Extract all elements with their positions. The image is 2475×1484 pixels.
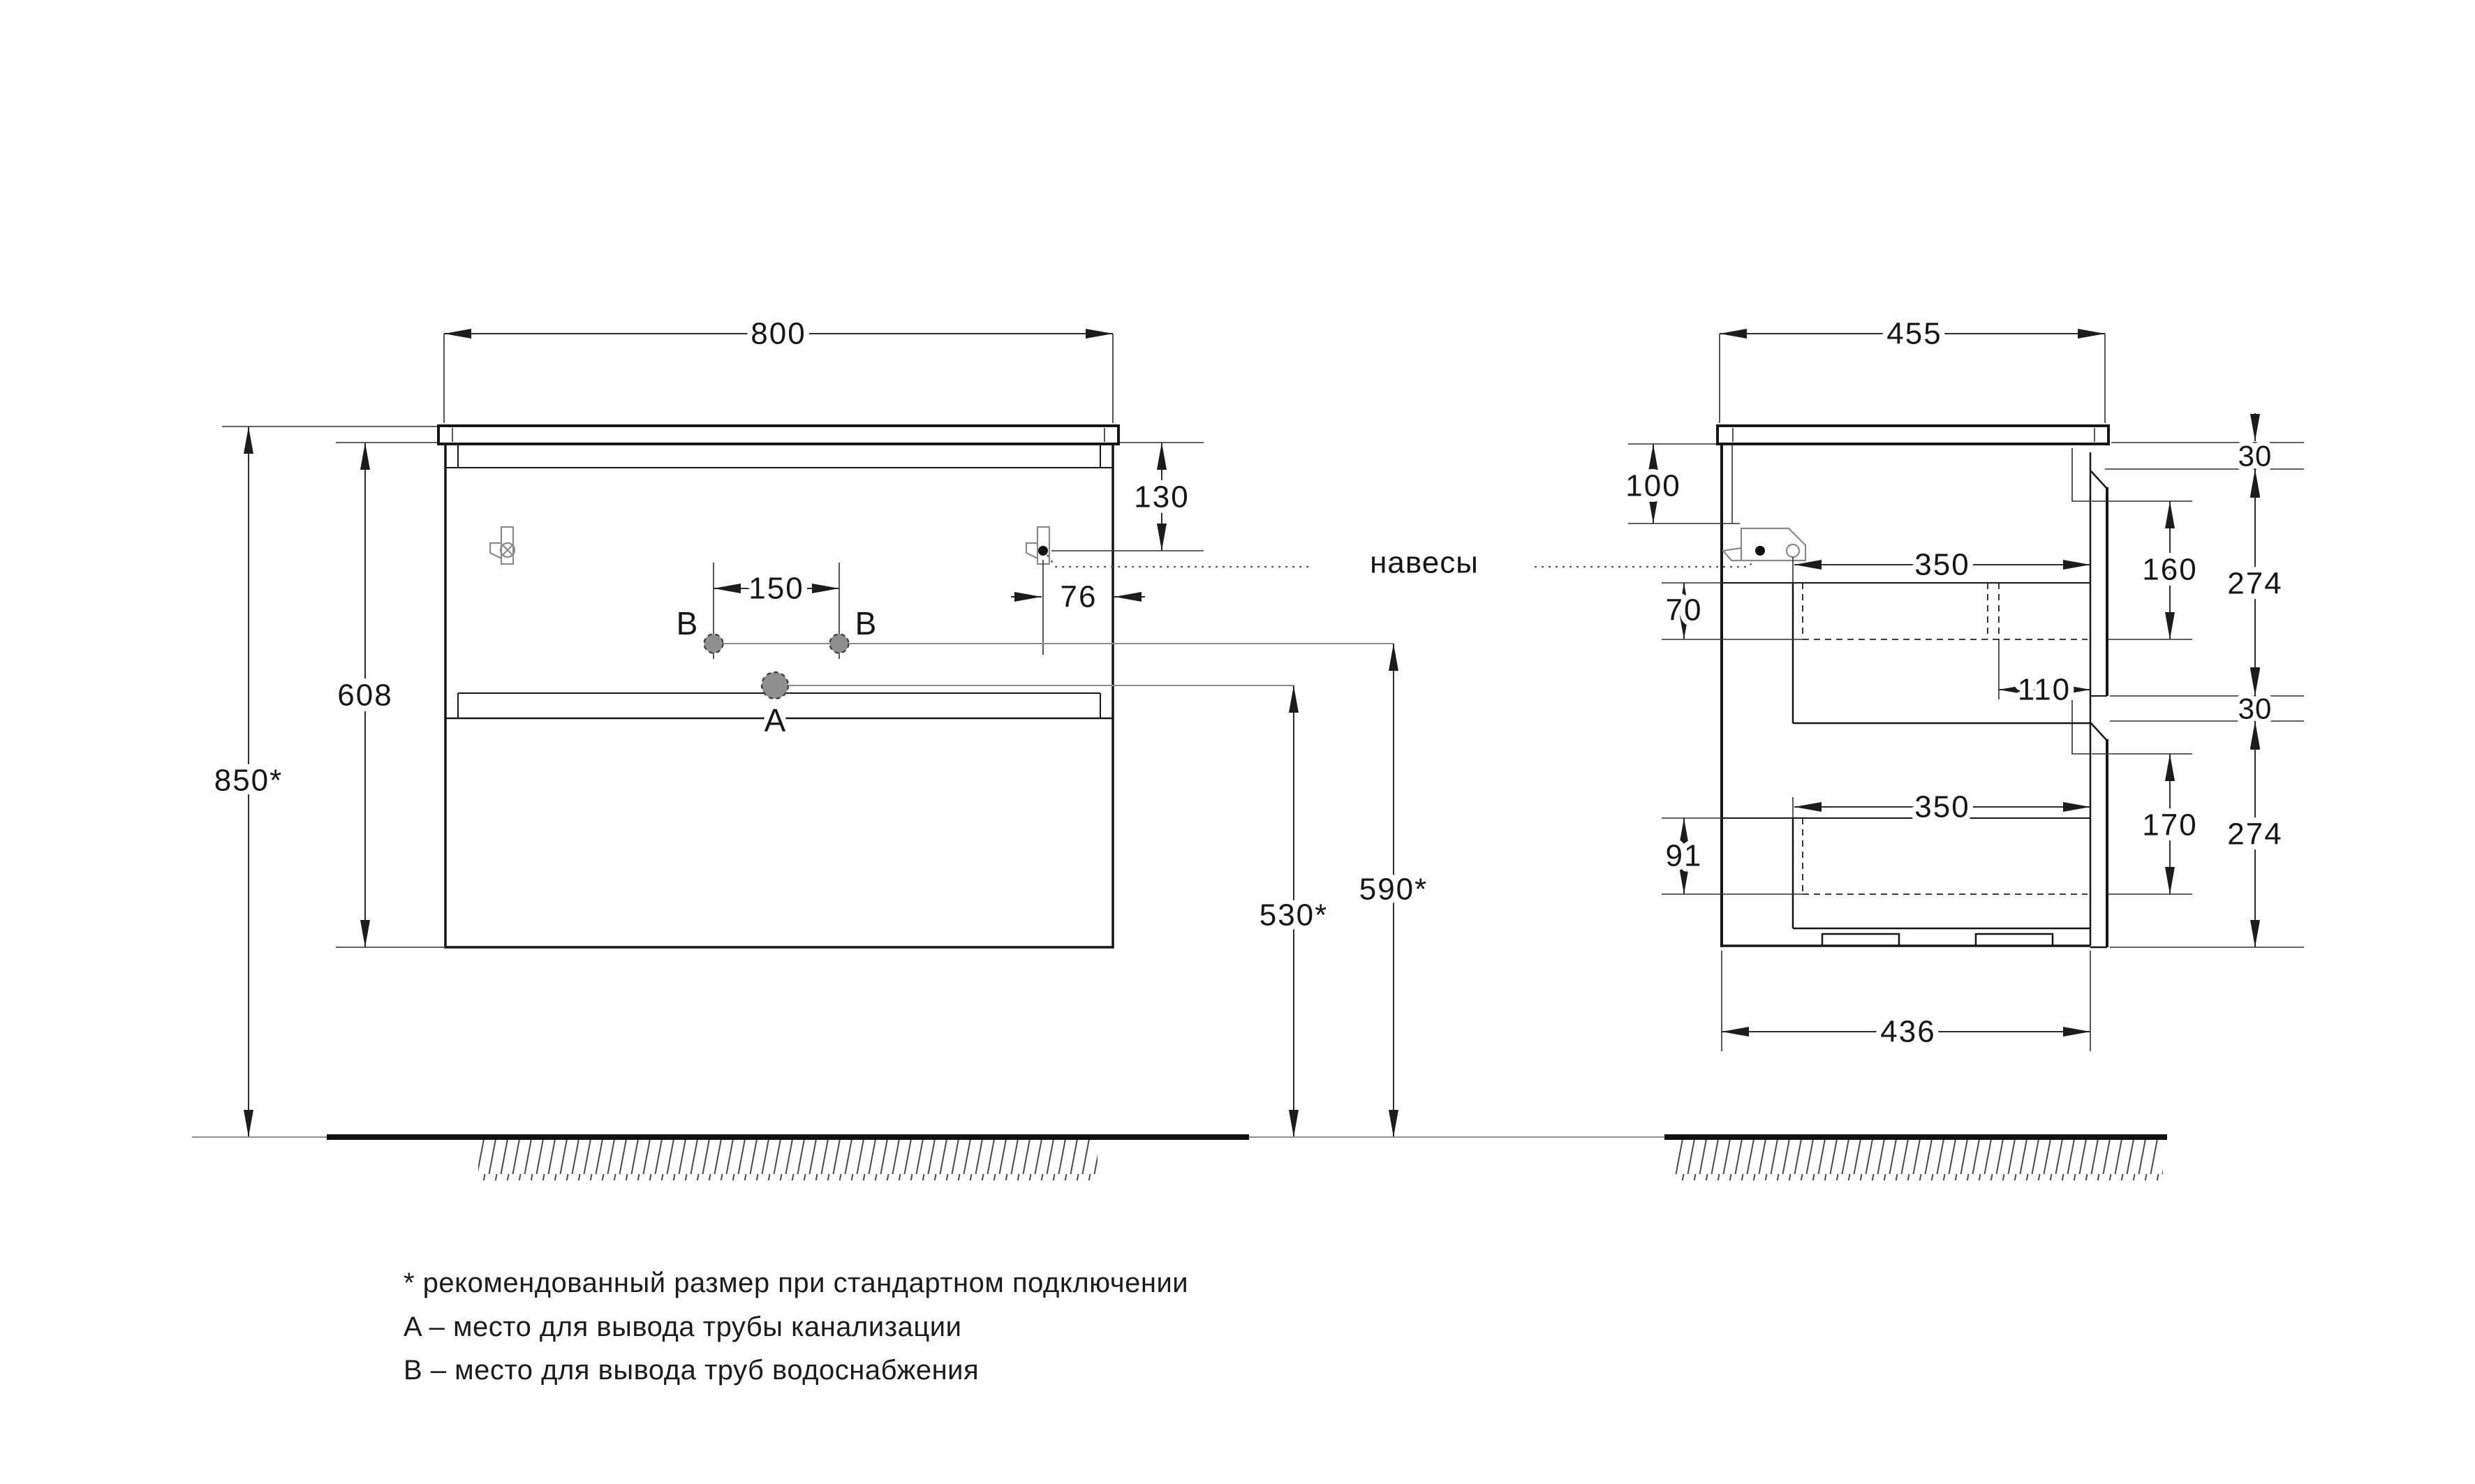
legend-note-a: A – место для вывода трубы канализации	[404, 1312, 962, 1342]
front-dim-hanger-side	[1011, 560, 1145, 655]
side-dim-drawer-lower-len	[1794, 790, 2090, 824]
side-dim-front-upper-label: 274	[2227, 566, 2283, 601]
side-dim-drawer-lower-top	[1666, 818, 1703, 894]
side-lower-handle-recess	[2072, 700, 2090, 754]
side-dim-drawer-upper-top	[1666, 583, 1703, 639]
side-lower-drawer	[1662, 797, 2090, 928]
side-foot-right	[1976, 934, 2053, 946]
front-dim-hanger-offset	[1051, 443, 1204, 551]
floor-line-front	[327, 1134, 1249, 1140]
front-dim-drain-height	[1259, 685, 1329, 1137]
supply-hole-right-label: B	[855, 605, 877, 641]
side-dim-gap-mid-label: 30	[2238, 692, 2273, 725]
floor-hatch-side	[1672, 1140, 2163, 1180]
side-dim-drawer-upper-len	[1794, 548, 2090, 582]
side-dim-drawer-upper-len-label: 350	[1914, 547, 1970, 582]
front-dim-width	[444, 317, 1113, 424]
hanger-bracket-right	[1026, 527, 1049, 564]
side-dim-drawer-lower-top-label: 91	[1665, 838, 1703, 873]
front-dim-supply-height	[1359, 644, 1428, 1137]
drain-hole-label: A	[764, 702, 786, 739]
front-dim-hanger-side-label: 76	[1060, 579, 1098, 614]
supply-hole-left	[704, 635, 723, 653]
side-dim-back-panel-label: 100	[1625, 468, 1681, 503]
drain-hole	[762, 672, 1294, 739]
supply-hole-right	[830, 635, 849, 653]
side-countertop	[1717, 426, 2108, 444]
side-dim-back-panel	[1625, 444, 1722, 524]
hanger-bracket-left	[490, 527, 515, 564]
front-countertop-slab	[438, 426, 1118, 444]
side-dim-drawer-lower-len-label: 350	[1914, 789, 1970, 824]
hangers-leader-right	[1535, 555, 1757, 567]
floor	[192, 1134, 2167, 1180]
front-dim-hanger-offset-label: 130	[1134, 480, 1190, 514]
side-hanger-flag	[1723, 548, 1741, 561]
side-dim-drawer-lower-h-label: 170	[2142, 808, 2198, 843]
hangers-callout-label: навесы	[1370, 545, 1479, 580]
side-lower-front-chamfer	[2090, 722, 2107, 741]
side-hanger-bracket	[1723, 528, 1805, 561]
side-hanger-mount-point	[1755, 546, 1765, 556]
side-upper-front-chamfer	[2090, 470, 2107, 489]
side-countertop-slab	[1717, 426, 2108, 444]
front-dim-holes-spacing-label: 150	[748, 571, 804, 606]
side-hanger-hole	[1787, 544, 1799, 557]
front-dim-mount-height-label: 850*	[214, 763, 283, 798]
side-upper-handle-recess	[2072, 448, 2090, 501]
drain-hole-circle	[762, 672, 788, 699]
side-dim-base-depth	[1722, 951, 2090, 1051]
side-foot-left	[1822, 934, 1899, 946]
side-dim-front-offset	[1999, 639, 2090, 707]
front-countertop	[438, 426, 1118, 444]
front-dim-mount-height	[214, 426, 437, 1137]
side-dim-depth	[1720, 317, 2105, 424]
hangers-leader-left	[1047, 555, 1313, 567]
side-dim-front-lower-label: 274	[2227, 817, 2283, 852]
supply-holes	[677, 563, 1394, 659]
floor-line-side	[1664, 1134, 2167, 1140]
supply-hole-left-label: B	[676, 605, 698, 641]
side-dim-drawer-upper-top-label: 70	[1665, 593, 1703, 628]
floor-hatch-front	[478, 1140, 1098, 1180]
side-dim-base-depth-label: 436	[1880, 1014, 1936, 1049]
hanger-right-flag	[1026, 543, 1037, 558]
front-dim-supply-height-label: 590*	[1359, 872, 1428, 907]
hanger-right-mount-point	[1038, 546, 1048, 556]
side-dim-depth-label: 455	[1886, 316, 1942, 351]
front-dim-width-label: 800	[751, 316, 806, 351]
legend-note-star: * рекомендованный размер при стандартном подключении	[404, 1268, 1189, 1298]
front-dim-height	[336, 443, 444, 947]
legend	[404, 1268, 1188, 1386]
front-dim-height-label: 608	[337, 678, 393, 713]
side-dim-gap-top-label: 30	[2238, 439, 2273, 473]
legend-note-b: B – место для вывода труб водоснабжения	[404, 1355, 980, 1386]
side-dim-front-offset-label: 110	[2017, 672, 2071, 707]
hanger-left-flag	[490, 543, 501, 558]
side-upper-drawer	[1662, 557, 2192, 723]
front-view	[214, 317, 1428, 1138]
side-view	[1625, 317, 2304, 1052]
side-dim-drawer-upper-h-label: 160	[2142, 552, 2198, 587]
side-dim-chain-right	[2105, 413, 2304, 947]
front-dim-drain-height-label: 530*	[1259, 898, 1329, 933]
